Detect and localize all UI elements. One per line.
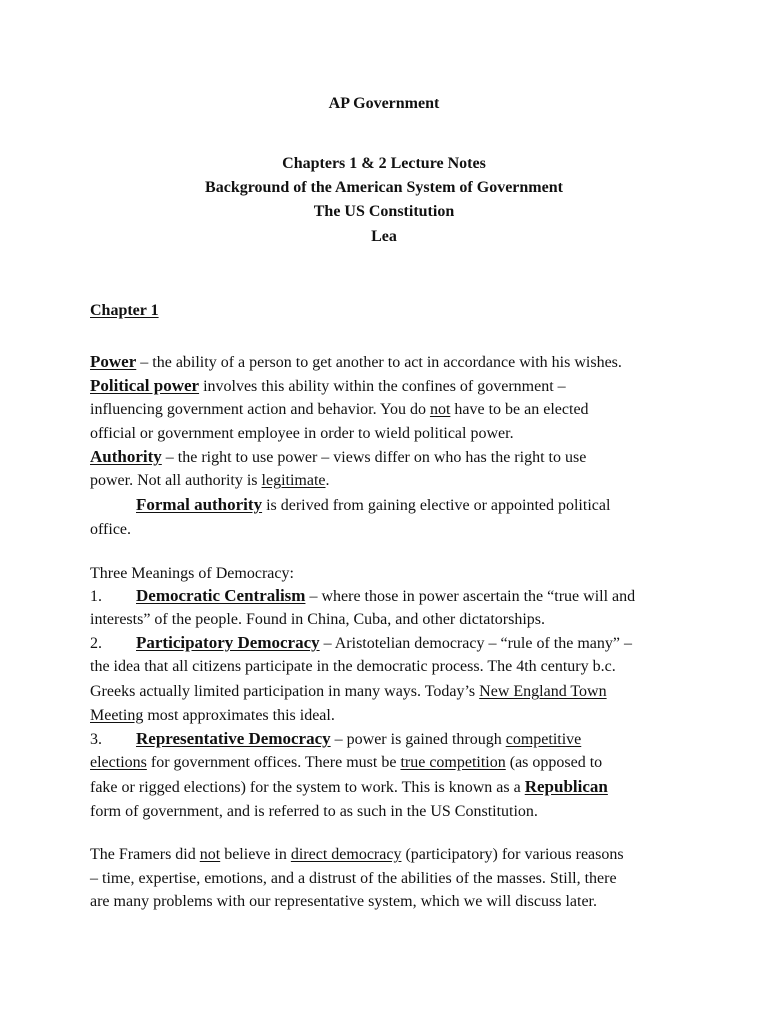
item3-text: – power is gained through xyxy=(330,731,506,748)
political-power-text: involves this ability within the confines of government – xyxy=(199,378,566,395)
item3-text: (as opposed to xyxy=(505,754,603,771)
authority-text: power. Not all authority is xyxy=(90,472,262,489)
item3-number: 3. xyxy=(90,731,102,748)
item2-number: 2. xyxy=(90,635,102,652)
formal-authority-text: is derived from gaining elective or appointed political xyxy=(262,497,611,514)
authority-text: . xyxy=(325,472,330,489)
framers-line1 xyxy=(90,843,624,867)
background-title: Background of the American System of Government xyxy=(205,179,563,196)
republican-term: Republican xyxy=(524,777,608,796)
formal-authority-line1 xyxy=(136,493,610,518)
representative-democracy-term: Representative Democracy xyxy=(136,729,331,748)
political-power-line3: official or government employee in order to wield political power. xyxy=(90,425,514,442)
chapter-heading-text: Chapter 1 xyxy=(90,302,159,319)
item3-line4: form of government, and is referred to as such in the US Constitution. xyxy=(90,803,538,820)
chapters-title: Chapters 1 & 2 Lecture Notes xyxy=(282,155,486,172)
item2-line1 xyxy=(136,631,632,656)
democracy-intro: Three Meanings of Democracy: xyxy=(90,565,294,582)
item3-line3 xyxy=(90,775,608,800)
legitimate-term: legitimate xyxy=(261,472,326,489)
item1-line1 xyxy=(136,584,635,609)
power-def-text: – the ability of a person to get another to act in accordance with his wishes. xyxy=(136,354,622,371)
item2-line4 xyxy=(90,704,335,728)
author-name: Lea xyxy=(371,228,397,245)
item2-line3 xyxy=(90,680,607,704)
item3-text: fake or rigged elections) for the system to work. This is known as a xyxy=(90,779,525,796)
framers-text: (participatory) for various reasons xyxy=(401,846,624,863)
power-term: Power xyxy=(90,352,137,371)
framers-text: believe in xyxy=(220,846,291,863)
political-power-term: Political power xyxy=(90,376,200,395)
constitution-title: The US Constitution xyxy=(313,203,455,220)
political-power-line1 xyxy=(90,374,566,399)
formal-authority-line2: office. xyxy=(90,521,132,538)
participatory-democracy-term: Participatory Democracy xyxy=(136,633,320,652)
item3-line1 xyxy=(136,727,581,752)
political-power-line2 xyxy=(90,398,589,422)
framers-line3: are many problems with our representative system, which we will discuss later. xyxy=(90,893,597,910)
item3-text: for government offices. There must be xyxy=(146,754,401,771)
item2-text: most approximates this ideal. xyxy=(143,707,335,724)
direct-democracy-term: direct democracy xyxy=(290,846,402,863)
item1-line2: interests” of the people. Found in China, Cuba, and other dictatorships. xyxy=(90,611,546,628)
emphasis-not: not xyxy=(199,846,221,863)
competitive-term: competitive xyxy=(505,731,582,748)
framers-text: The Framers did xyxy=(90,846,200,863)
power-definition xyxy=(90,350,622,375)
item2-text: – Aristotelian democracy – “rule of the many” – xyxy=(319,635,632,652)
democratic-centralism-term: Democratic Centralism xyxy=(136,586,306,605)
chapter-heading xyxy=(90,299,159,323)
political-power-text: influencing government action and behavior. You do xyxy=(90,401,430,418)
elections-term: elections xyxy=(90,754,147,771)
item1-text: – where those in power ascertain the “true will and xyxy=(305,588,636,605)
new-england-town-meeting-term: New England Town xyxy=(479,683,607,700)
authority-term: Authority xyxy=(90,447,162,466)
item3-line2 xyxy=(90,751,602,775)
authority-text: – the right to use power – views differ on who has the right to use xyxy=(161,449,587,466)
course-title: AP Government xyxy=(328,95,440,112)
authority-line2 xyxy=(90,469,330,493)
new-england-town-meeting-term: Meeting xyxy=(90,707,144,724)
item2-line2: the idea that all citizens participate in the democratic process. The 4th century b.c. xyxy=(90,658,616,675)
item2-text: Greeks actually limited participation in many ways. Today’s xyxy=(90,683,480,700)
authority-line1 xyxy=(90,445,586,470)
item1-number: 1. xyxy=(90,588,102,605)
framers-line2: – time, expertise, emotions, and a distrust of the abilities of the masses. Still, there xyxy=(90,870,617,887)
political-power-text: have to be an elected xyxy=(450,401,589,418)
true-competition-term: true competition xyxy=(400,754,506,771)
formal-authority-term: Formal authority xyxy=(136,495,263,514)
emphasis-not: not xyxy=(429,401,451,418)
